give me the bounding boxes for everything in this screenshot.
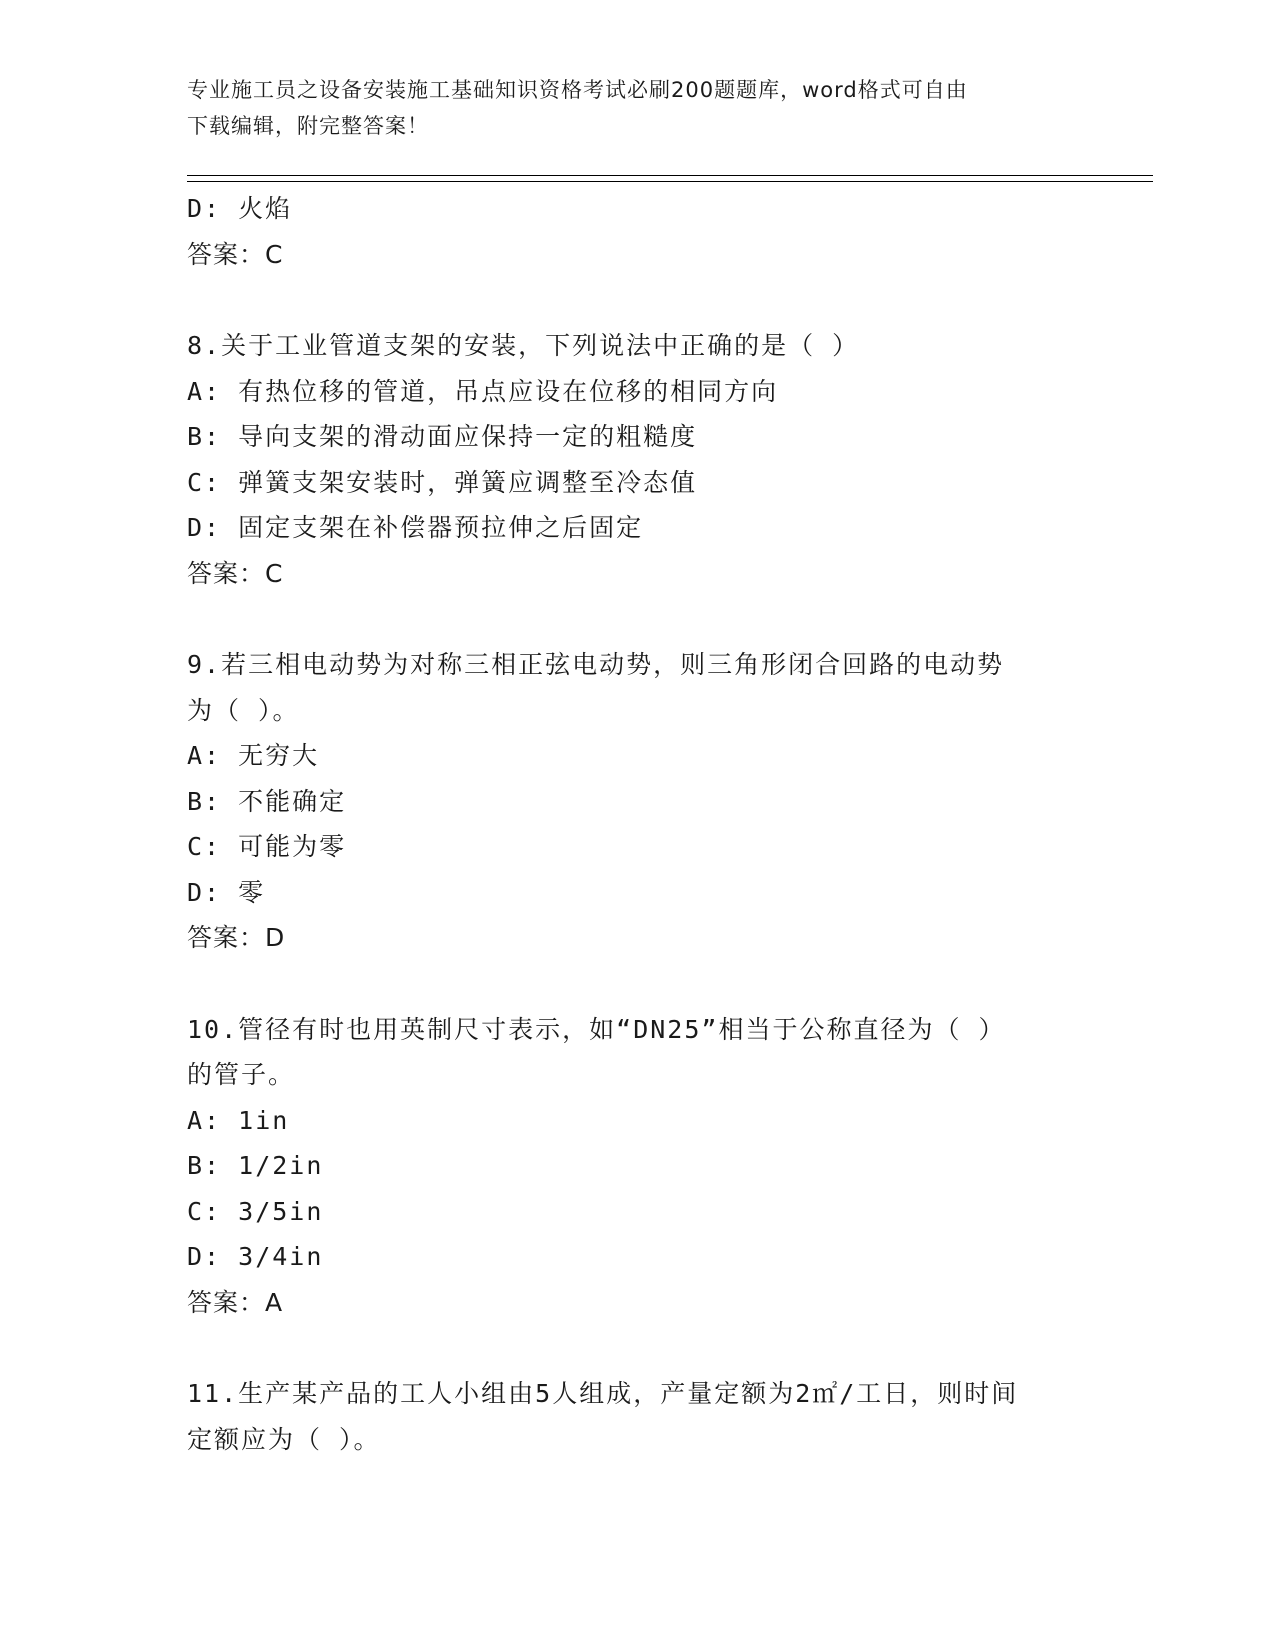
header-line-1: 专业施工员之设备安装施工基础知识资格考试必刷200题题库，word格式可自由 xyxy=(187,78,968,102)
header-line-2: 下载编辑，附完整答案！ xyxy=(187,114,429,138)
question-9 xyxy=(187,642,1107,961)
question-body xyxy=(187,186,1107,1462)
option-a: A: 1in xyxy=(187,1105,290,1135)
option-a: A: 无穷大 xyxy=(187,741,320,770)
option-a: A: 有热位移的管道，吊点应设在位移的相同方向 xyxy=(187,376,779,406)
question-7-tail xyxy=(187,186,1107,277)
option-b: B: 不能确定 xyxy=(187,786,347,816)
question-8 xyxy=(187,323,1107,596)
question-stem-line-2: 的管子。 xyxy=(187,1060,296,1089)
question-11 xyxy=(187,1371,1107,1462)
answer-line: 答案：C xyxy=(187,239,284,269)
question-stem: 8.关于工业管道支架的安装，下列说法中正确的是（ ） xyxy=(187,331,860,360)
spacer xyxy=(187,596,1107,642)
option-d: D: 火焰 xyxy=(187,194,293,223)
option-c: C: 3/5in xyxy=(187,1196,324,1226)
option-d: D: 3/4in xyxy=(187,1242,324,1271)
option-b: B: 1/2in xyxy=(187,1151,324,1180)
answer-line: 答案：C xyxy=(187,558,284,588)
option-d: D: 零 xyxy=(187,877,266,907)
document-header xyxy=(187,72,1087,144)
option-d: D: 固定支架在补偿器预拉伸之后固定 xyxy=(187,513,644,542)
header-divider-bottom xyxy=(187,181,1153,182)
question-stem-line-1: 10.管径有时也用英制尺寸表示，如“DN25”相当于公称直径为（ ） xyxy=(187,1014,1006,1044)
question-stem-line-1: 11.生产某产品的工人小组由5人组成，产量定额为2㎡/工日，则时间 xyxy=(187,1379,1019,1408)
answer-line: 答案：D xyxy=(187,923,286,952)
option-c: C: 可能为零 xyxy=(187,832,347,861)
question-stem-line-2: 为（ ）。 xyxy=(187,695,300,725)
answer-line: 答案：A xyxy=(187,1287,284,1317)
question-stem-line-2: 定额应为（ ）。 xyxy=(187,1424,381,1454)
question-stem-line-1: 9.若三相电动势为对称三相正弦电动势，则三角形闭合回路的电动势 xyxy=(187,650,1005,679)
spacer xyxy=(187,961,1107,1007)
spacer xyxy=(187,277,1107,323)
option-b: B: 导向支架的滑动面应保持一定的粗糙度 xyxy=(187,422,698,451)
spacer xyxy=(187,1325,1107,1371)
question-10 xyxy=(187,1007,1107,1326)
header-divider-top xyxy=(187,175,1153,176)
option-c: C: 弹簧支架安装时，弹簧应调整至冷态值 xyxy=(187,467,698,497)
